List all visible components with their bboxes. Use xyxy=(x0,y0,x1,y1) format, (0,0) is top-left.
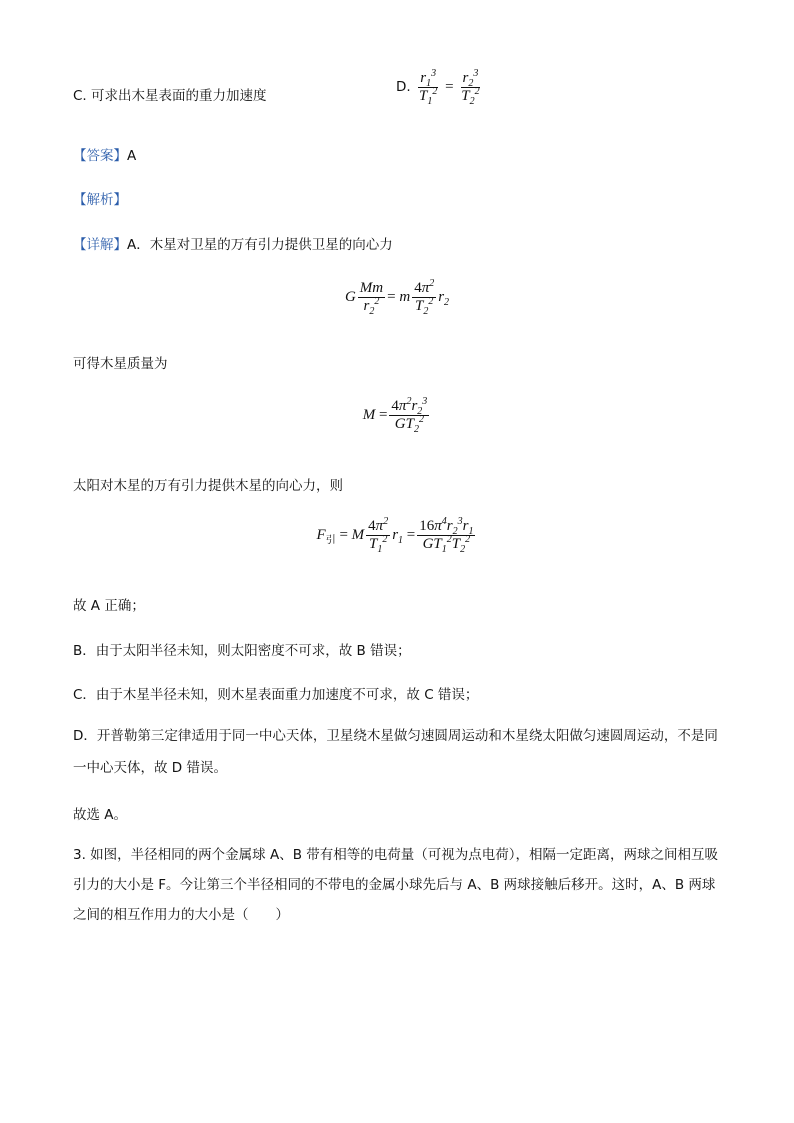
para-d: D．开普勒第三定律适用于同一中心天体，卫星绕木星做匀速圆周运动和木星绕太阳做匀速圆周运动，不是同一中心天体，故 D 错误。 xyxy=(73,728,718,776)
question-3: 3. 如图，半径相同的两个金属球 A、B 带有相等的电荷量（可视为点电荷），相隔一定距离，两球之间相互吸引力的大小是 F。今让第三个半径相同的不带电的金属小球先后与 A、B 两球接触后移开。这时，A、B 两球之间的相互作用力的大小是（ ） xyxy=(73,847,718,923)
answer-line xyxy=(73,144,136,164)
detail-bracket-close: 】 xyxy=(113,237,127,253)
analysis-bracket-open: 【 xyxy=(73,192,87,208)
answer-value: A xyxy=(127,148,137,164)
answer-tag: 答案 xyxy=(86,148,114,164)
para-b: B．由于太阳半径未知，则太阳密度不可求，故 B 错误； xyxy=(73,643,411,659)
answer-bracket-open: 【 xyxy=(73,148,87,164)
para-sun: 太阳对木星的万有引力提供木星的向心力，则 xyxy=(73,478,343,494)
option-d-formula: $\frac{r_1^3}{T_1^2}$ = $\frac{r_2^3}{T_2^2}$ xyxy=(418,68,480,108)
para-c: C．由于木星半径未知，则木星表面重力加速度不可求，故 C 错误； xyxy=(73,687,479,703)
option-d xyxy=(396,70,484,106)
analysis-line xyxy=(73,188,127,208)
analysis-tag: 解析 xyxy=(86,192,114,208)
option-d-label: D. xyxy=(396,79,411,96)
formula-jupiter-mass: M = $\frac{4\pi^2r_2^3}{GT_2^2}$ xyxy=(362,396,428,436)
detail-line xyxy=(73,233,393,253)
force-subscript: 引 xyxy=(325,535,336,547)
detail-tag: 详解 xyxy=(86,237,114,253)
para-a-correct: 故 A 正确； xyxy=(73,598,145,614)
detail-bracket-open: 【 xyxy=(73,237,87,253)
detail-text: A．木星对卫星的万有引力提供卫星的向心力 xyxy=(127,237,393,253)
para-choose: 故选 A。 xyxy=(73,807,128,823)
formula-gravitation: G $\frac{Mm}{r_2^2}$ = m $\frac{4\pi^2}{T_2^2}$ $r_2$ xyxy=(344,278,450,318)
answer-bracket-close: 】 xyxy=(113,148,127,164)
option-c: C. 可求出木星表面的重力加速度 xyxy=(73,88,267,104)
analysis-bracket-close: 】 xyxy=(113,192,127,208)
para-mass: 可得木星质量为 xyxy=(73,356,168,372)
formula-sun-force: $F_引 = M$ $\frac{4\pi^2}{T_1^2}$ $r_1$ = $\frac{16\pi^4r_2^3r_1}{GT_1^2T_2^2}$ xyxy=(316,516,474,556)
